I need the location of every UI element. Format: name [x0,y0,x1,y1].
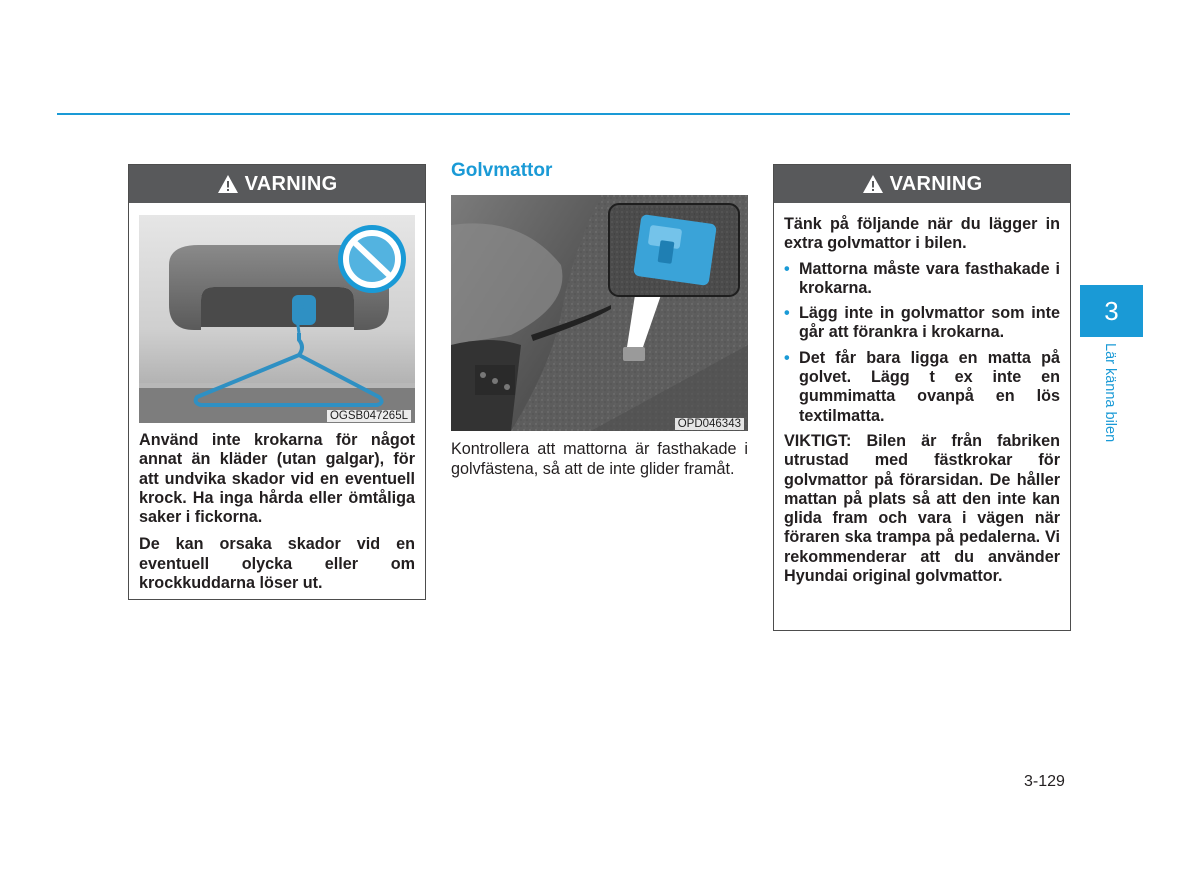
chapter-number-tab: 3 [1080,285,1143,337]
warning-box-hooks [128,164,426,600]
top-rule [57,113,1070,115]
chapter-title [1100,343,1118,463]
section-title: Golvmattor [451,160,553,181]
warning-header [129,165,425,203]
list-item [784,260,1060,299]
warning-title: VARNING [244,172,338,195]
list-item [784,349,1060,426]
warning-intro: Tänk på följande när du lägger in extra golvmattor i bilen. [784,215,1060,253]
bullet-icon: • [784,259,790,278]
chapter-title-text: Lär känna bilen [1102,343,1118,443]
warning-triangle-icon [217,174,239,194]
list-item-text: Det får bara ligga en matta på golvet. Lägg t ex inte en gummimatta ovanpå en lös textilmatta. [799,348,1060,425]
warning-box-floor-mats [773,164,1071,631]
floor-mat-drawing [451,195,748,431]
bullet-icon: • [784,348,790,367]
warning-title: VARNING [889,172,983,195]
figure-code: OGSB047265L [327,410,411,422]
list-item-text: Mattorna måste vara fasthakade i krokarna. [799,259,1060,297]
page-number: 3-129 [1024,773,1065,790]
warning-bullet-list [784,260,1060,426]
list-item-text: Lägg inte in golvmattor som inte går att förankra i krokarna. [799,304,1060,342]
section-body-text: Kontrollera att mattorna är fasthakade i golvfästena, så att de inte glider framåt. [451,440,748,478]
warning-body [129,431,425,593]
list-item [784,304,1060,343]
warning-note: VIKTIGT: Bilen är från fabriken utrustad med fästkrokar för golvmattor på förarsidan. De håller mattan på plats så att den inte kan glida fram och vara i vägen när föraren ska trampa på pedalerna. Vi rekommenderar att du använder Hyundai original golvmattor. [784,431,1060,586]
warning-paragraph: De kan orsaka skador vid en eventuell olycka eller om krockkuddarna löser ut. [139,535,415,593]
floor-mat-illustration [451,195,748,431]
warning-triangle-icon [862,174,884,194]
warning-paragraph: Använd inte krokarna för något annat än kläder (utan galgar), för att undvika skador vid en eventuell krock. Ha inga hårda eller ömtåliga saker i fickorna. [139,431,415,527]
hanger-hook-illustration [139,215,415,423]
warning-header [774,165,1070,203]
hanger-hook-drawing [139,215,415,423]
warning-body [774,203,1070,586]
figure-code: OPD046343 [675,418,744,430]
bullet-icon: • [784,304,790,323]
